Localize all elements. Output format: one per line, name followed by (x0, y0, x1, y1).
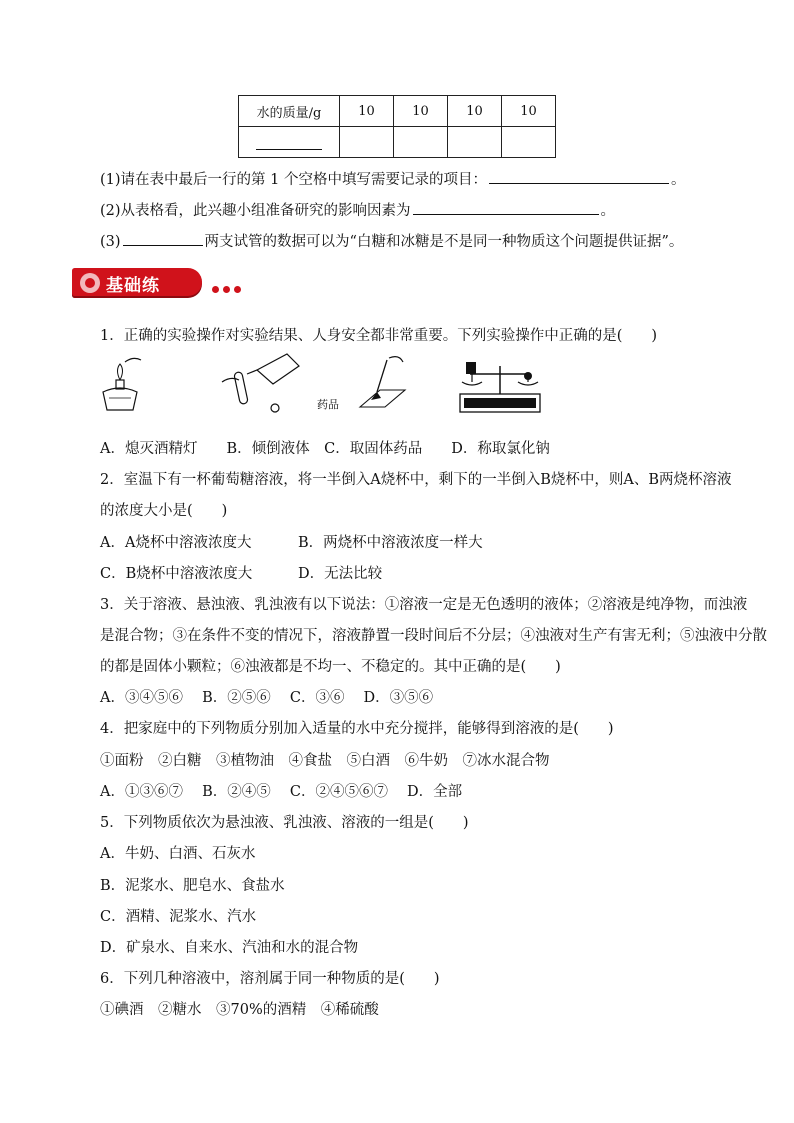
badge-icon (80, 273, 100, 293)
table-cell: 10 (340, 96, 394, 127)
alcohol-lamp-icon (95, 352, 145, 412)
data-table (238, 95, 556, 158)
table-row (239, 127, 556, 158)
section-banner (72, 266, 252, 300)
q4-items: ①面粉 ②白糖 ③植物油 ④食盐 ⑤白酒 ⑥牛奶 ⑦冰水混合物 (100, 753, 550, 769)
q3-stem-line1: 3．关于溶液、悬浊液、乳浊液有以下说法：①溶液一定是无色透明的液体；②溶液是纯净物，而浊液 (100, 597, 748, 613)
q5-option-d: D．矿泉水、自来水、汽油和水的混合物 (100, 940, 359, 956)
table-cell: 水的质量/g (239, 96, 340, 127)
table-cell: 10 (502, 96, 556, 127)
dots-icon (212, 281, 245, 289)
banner-title: 基础练 (106, 276, 160, 296)
q2-stem-line2: 的浓度大小是( ) (100, 503, 228, 519)
answer-blank[interactable] (256, 135, 322, 150)
q2-option-d: D．无法比较 (298, 566, 383, 582)
pouring-liquid-icon (217, 352, 307, 417)
answer-blank[interactable] (413, 200, 599, 215)
q5-option-b: B．泥浆水、肥皂水、食盐水 (100, 878, 285, 894)
q3-options: A．③④⑤⑥ B．②⑤⑥ C．③⑥ D．③⑤⑥ (100, 690, 434, 706)
sub-question-3: (3) 两支试管的数据可以为“白糖和冰糖是不是同一种物质这个问题提供证据”。 (100, 230, 683, 251)
q6-stem: 6．下列几种溶液中，溶剂属于同一种物质的是( ) (100, 971, 440, 987)
table-cell[interactable] (448, 127, 502, 158)
q4-options: A．①③⑥⑦ B．②④⑤ C．②④⑤⑥⑦ D．全部 (100, 784, 463, 800)
q2-option-b: B．两烧杯中溶液浓度一样大 (298, 535, 483, 551)
q2-option-a: A．A烧杯中溶液浓度大 (100, 535, 252, 551)
q2-stem-line1: 2．室温下有一杯葡萄糖溶液，将一半倒入A烧杯中，剩下的一半倒入B烧杯中，则A、B两烧杯溶液 (100, 472, 732, 488)
solid-reagent-icon (315, 352, 410, 417)
q4-stem: 4．把家庭中的下列物质分别加入适量的水中充分搅拌，能够得到溶液的是( ) (100, 721, 614, 737)
table-row (239, 96, 556, 127)
sub-question-2: (2)从表格看，此兴趣小组准备研究的影响因素为 。 (100, 199, 615, 220)
q5-option-a: A．牛奶、白酒、石灰水 (100, 846, 256, 862)
sub-question-1: (1)请在表中最后一行的第 1 个空格中填写需要记录的项目： 。 (100, 168, 685, 189)
q1-stem: 1．正确的实验操作对实验结果、人身安全都非常重要。下列实验操作中正确的是( ) (100, 328, 658, 344)
fig-label: 药品 (317, 398, 339, 411)
answer-blank[interactable] (123, 231, 203, 246)
answer-blank[interactable] (489, 169, 669, 184)
q6-items: ①碘酒 ②糖水 ③70%的酒精 ④稀硫酸 (100, 1002, 379, 1018)
table-cell: 10 (448, 96, 502, 127)
q2-option-c: C．B烧杯中溶液浓度大 (100, 566, 253, 582)
table-cell[interactable] (394, 127, 448, 158)
table-cell: 10 (394, 96, 448, 127)
q3-stem-line2: 是混合物；③在条件不变的情况下，溶液静置一段时间后不分层；④浊液对生产有害无利；⑤浊液中分散 (100, 628, 767, 644)
table-cell[interactable] (502, 127, 556, 158)
table-cell[interactable] (340, 127, 394, 158)
q1-options: A．熄灭酒精灯 B．倾倒液体 C．取固体药品 D．称取氯化钠 (100, 441, 550, 457)
table-blank-cell[interactable] (239, 127, 340, 158)
q1-figures (95, 352, 575, 422)
q5-option-c: C．酒精、泥浆水、汽水 (100, 909, 257, 925)
balance-icon (450, 352, 550, 417)
q3-stem-line3: 的都是固体小颗粒；⑥浊液都是不均一、不稳定的。其中正确的是( ) (100, 659, 561, 675)
q5-stem: 5．下列物质依次为悬浊液、乳浊液、溶液的一组是( ) (100, 815, 469, 831)
